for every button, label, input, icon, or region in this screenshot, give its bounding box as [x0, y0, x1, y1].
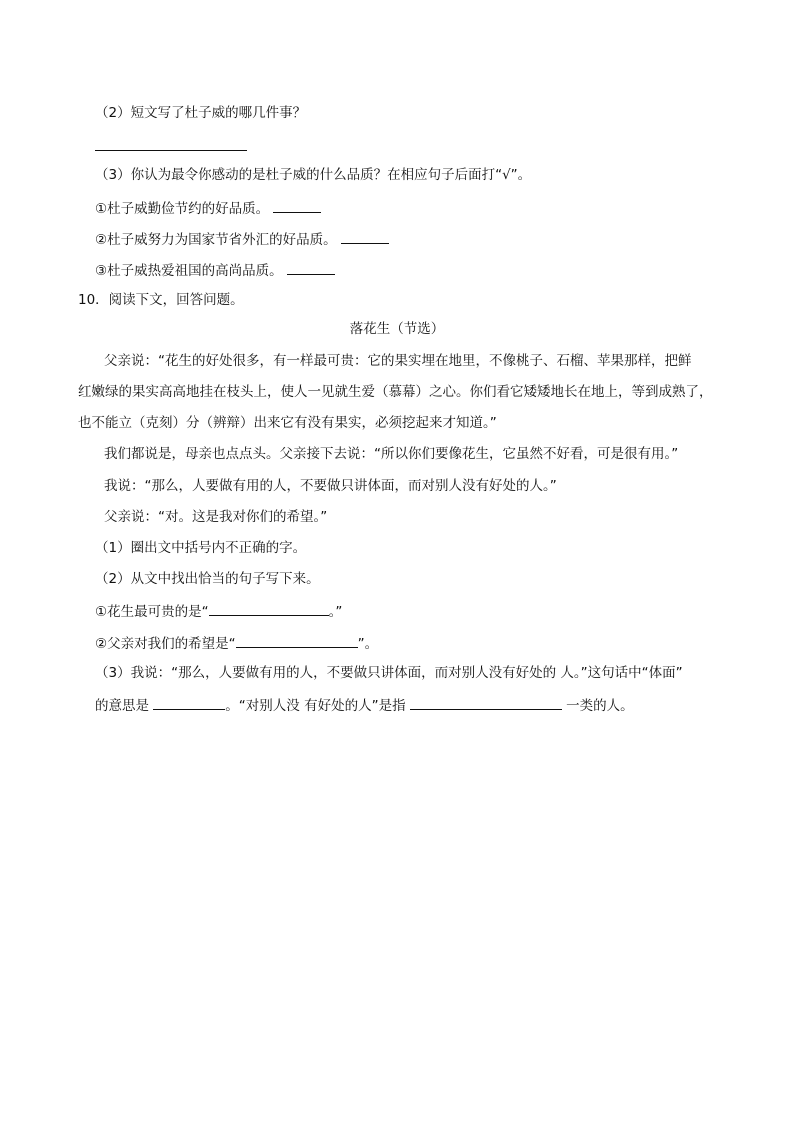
passage-p1-line1: 父亲说：“花生的好处很多，有一样最可贵：它的果实埋在地里，不像桃子、石榴、苹果那样，把鲜 [104, 353, 692, 369]
q10-header: 10．阅读下文，回答问题。 [78, 292, 244, 308]
q9-option-2 [95, 229, 389, 249]
passage-p1-line3: 也不能立（克刻）分（辨辩）出来它有没有果实，必须挖起来才知道。” [78, 415, 497, 431]
q10-sub2: （2）从文中找出恰当的句子写下来。 [95, 571, 320, 587]
answer-blank[interactable] [341, 229, 389, 244]
passage-title: 落花生（节选） [349, 321, 445, 337]
q10-sub3-line1: （3）我说：“那么，人要做有用的人，不要做只讲体面，而对别人没有好处的 人。”这句话中“体面” [95, 665, 683, 681]
passage-p2: 我们都说是，母亲也点点头。父亲接下去说：“所以你们要像花生，它虽然不好看，可是很有用。” [104, 446, 679, 462]
q9-option-3 [95, 260, 335, 280]
option-text: ②杜子威努力为国家节省外汇的好品质。 [95, 232, 337, 248]
sub2b-prefix: ②父亲对我们的希望是“ [95, 636, 236, 652]
q9-option-1 [95, 198, 321, 218]
option-text: ①杜子威勤俭节约的好品质。 [95, 201, 270, 217]
option-text: ③杜子威热爱祖国的高尚品质。 [95, 263, 283, 279]
sub2b-suffix: ”。 [357, 636, 379, 652]
sub3-text-b: 。“对别人没 有好处的人”是指 [225, 698, 406, 714]
answer-blank[interactable] [410, 695, 562, 710]
sub3-text-a: 的意思是 [95, 698, 149, 714]
answer-blank[interactable] [236, 633, 358, 648]
answer-blank[interactable] [153, 695, 225, 710]
answer-blank[interactable] [209, 601, 329, 616]
q10-sub1: （1）圈出文中括号内不正确的字。 [95, 540, 307, 556]
sub3-text-c: 一类的人。 [566, 698, 634, 714]
answer-blank[interactable] [287, 260, 335, 275]
sub2a-prefix: ①花生最可贵的是“ [95, 604, 209, 620]
q10-sub2-a [95, 601, 342, 621]
q10-sub2-b [95, 633, 378, 653]
sub2a-suffix: 。” [328, 604, 343, 620]
passage-p1-line2: 红嫩绿的果实高高地挂在枝头上，使人一见就生爱（慕幕）之心。你们看它矮矮地长在地上，等到成熟了， [78, 384, 713, 400]
passage-p4: 父亲说：“对。这是我对你们的希望。” [104, 509, 328, 525]
q9-part2: （2）短文写了杜子威的哪几件事？ [95, 105, 307, 121]
passage-p3: 我说：“那么，人要做有用的人，不要做只讲体面，而对别人没有好处的人。” [104, 478, 557, 494]
answer-blank[interactable] [273, 198, 321, 213]
q9-part3: （3）你认为最令你感动的是杜子威的什么品质？在相应句子后面打“√”。 [95, 167, 532, 183]
answer-blank[interactable] [95, 136, 247, 151]
q10-sub3-line2 [95, 695, 634, 715]
q9-part2-answer-line[interactable] [95, 136, 247, 156]
